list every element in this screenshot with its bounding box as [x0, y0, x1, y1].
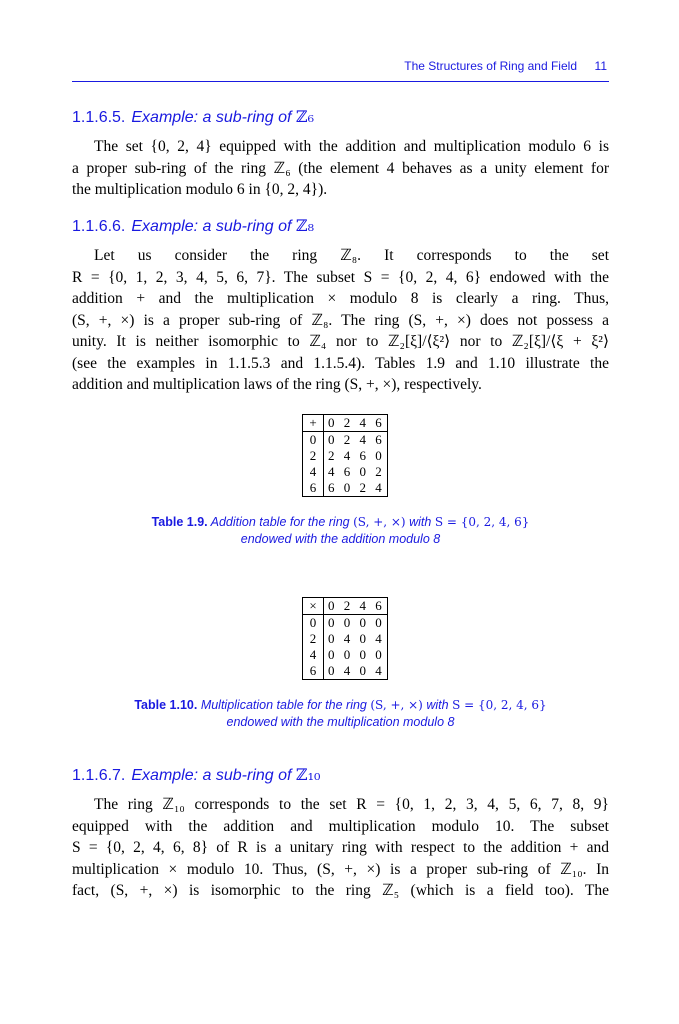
row-values: 0 4 0 4 — [328, 631, 385, 646]
section-title: Example: a sub-ring of — [131, 767, 296, 784]
text-line: the multiplication modulo 6 in {0, 2, 4}). — [72, 181, 328, 198]
row-values: 0 0 0 0 — [328, 615, 385, 630]
caption-text: with — [405, 515, 435, 529]
caption-text: Multiplication table for the ring — [200, 698, 371, 712]
text-line: addition and multiplication laws of the ring (S, +, ×), respectively. — [72, 376, 482, 393]
row-values: 0 0 0 0 — [328, 647, 385, 662]
text-line: The ring ℤ₁₀ corresponds to the set R = {0, 1, 2, 3, 4, 5, 6, 7, 8, 9} — [94, 796, 609, 813]
page-number: 11 — [594, 59, 607, 73]
table-caption-1-9 — [72, 514, 609, 548]
caption-label: Table 1.9. — [151, 515, 208, 529]
table-row — [303, 615, 388, 632]
row-key: 4 — [303, 464, 324, 480]
section-title-math: ℤ₁₀ — [295, 765, 321, 784]
table-header-row — [303, 415, 388, 432]
row-key: 6 — [303, 480, 324, 497]
table-row — [303, 464, 388, 480]
operator-symbol: + — [303, 415, 324, 432]
section-number: 1.1.6.7. — [72, 767, 126, 784]
caption-line: endowed with the addition modulo 8 — [240, 532, 441, 546]
row-values: 2 4 6 0 — [328, 448, 385, 463]
running-header — [72, 57, 609, 82]
caption-line — [72, 514, 609, 531]
row-key: 2 — [303, 631, 324, 647]
paragraph-1-1-6-7 — [72, 794, 609, 902]
table-header-row — [303, 598, 388, 615]
caption-label: Table 1.10. — [134, 698, 198, 712]
caption-math: S = {0, 2, 4, 6} — [434, 515, 530, 529]
header-title: The Structures of Ring and Field — [404, 59, 577, 73]
caption-text: Addition table for the ring — [210, 515, 354, 529]
table-row — [303, 631, 388, 647]
text-line: addition + and the multiplication × modulo 8 is clearly a ring. Thus, — [72, 290, 609, 307]
text-line: a proper sub-ring of the ring ℤ₆ (the element 4 behaves as a unity element for — [72, 159, 609, 177]
section-heading-1-1-6-7 — [72, 765, 320, 785]
caption-line: endowed with the multiplication modulo 8 — [226, 715, 455, 729]
caption-math: S = {0, 2, 4, 6} — [452, 698, 547, 712]
row-values: 6 0 2 4 — [328, 480, 385, 495]
operator-symbol: × — [303, 598, 324, 615]
paragraph-1-1-6-5 — [72, 136, 609, 201]
table-row — [303, 448, 388, 464]
section-heading-1-1-6-5 — [72, 107, 314, 127]
caption-text: with — [422, 698, 453, 712]
text-line: Let us consider the ring ℤ₈. It corresponds to the set — [94, 247, 609, 264]
text-line: The set {0, 2, 4} equipped with the addition and multiplication modulo 6 is — [94, 138, 609, 155]
row-values: 0 4 0 4 — [328, 663, 385, 678]
table-row — [303, 663, 388, 680]
section-title-math: ℤ₆ — [295, 107, 314, 126]
row-key: 0 — [303, 615, 324, 632]
section-title-math: ℤ₈ — [295, 216, 314, 235]
text-line: fact, (S, +, ×) is isomorphic to the ring ℤ₅ (which is a field too). The — [72, 882, 609, 899]
row-key: 0 — [303, 432, 324, 449]
row-key: 2 — [303, 448, 324, 464]
row-values: 0 2 4 6 — [328, 432, 385, 447]
paragraph-1-1-6-6 — [72, 245, 609, 396]
text-line: R = {0, 1, 2, 3, 4, 5, 6, 7}. The subset S = {0, 2, 4, 6} endowed with the — [72, 268, 609, 286]
text-line: (S, +, ×) is a proper sub-ring of ℤ₈. The ring (S, +, ×) does not possess a — [72, 311, 609, 329]
section-number: 1.1.6.6. — [72, 218, 126, 235]
table-row — [303, 432, 388, 449]
section-title: Example: a sub-ring of — [131, 218, 296, 235]
text-line: equipped with the addition and multiplication modulo 10. The subset — [72, 817, 609, 835]
column-headers: 0 2 4 6 — [324, 598, 388, 615]
text-line: (see the examples in 1.1.5.3 and 1.1.5.4). Tables 1.9 and 1.10 illustrate the — [72, 354, 609, 372]
section-title: Example: a sub-ring of — [131, 109, 296, 126]
text-line: S = {0, 2, 4, 6, 8} of R is a unitary ring with respect to the addition + and — [72, 839, 609, 856]
addition-table — [302, 414, 388, 497]
row-values: 4 6 0 2 — [328, 464, 385, 479]
table-row — [303, 480, 388, 497]
row-key: 4 — [303, 647, 324, 663]
column-headers: 0 2 4 6 — [324, 415, 388, 432]
table-caption-1-10 — [72, 697, 609, 731]
caption-math: (S, +, ×) — [370, 698, 423, 712]
multiplication-table — [302, 597, 388, 680]
caption-math: (S, +, ×) — [353, 515, 406, 529]
row-key: 6 — [303, 663, 324, 680]
caption-line — [72, 697, 609, 714]
text-line: unity. It is neither isomorphic to ℤ₄ nor to ℤ₂[ξ]/⟨ξ²⟩ nor to ℤ₂[ξ]/⟨ξ + ξ²⟩ — [72, 333, 609, 350]
text-line: multiplication × modulo 10. Thus, (S, +, ×) is a proper sub-ring of ℤ₁₀. In — [72, 860, 609, 878]
table-row — [303, 647, 388, 663]
section-number: 1.1.6.5. — [72, 109, 126, 126]
section-heading-1-1-6-6 — [72, 216, 314, 236]
